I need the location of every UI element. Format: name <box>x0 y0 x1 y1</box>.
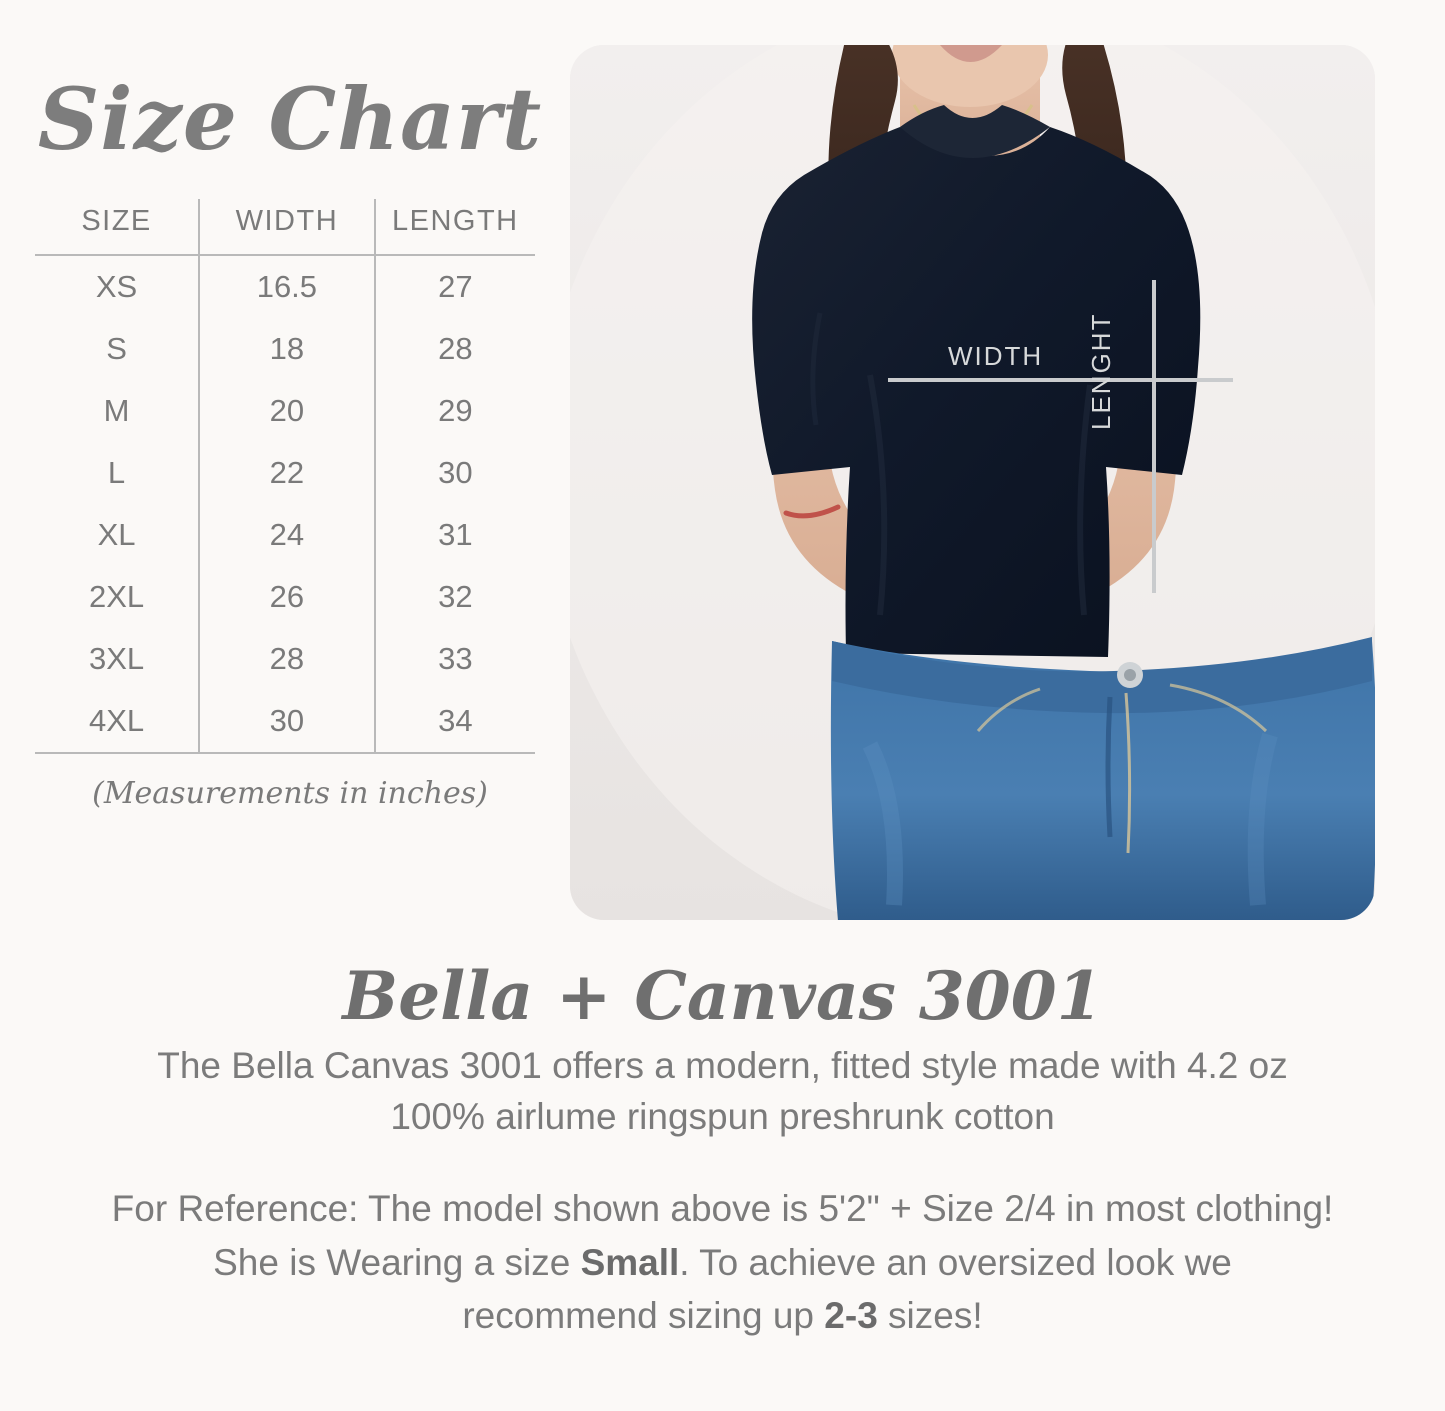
cell-width: 16.5 <box>199 255 375 318</box>
product-description-line1: The Bella Canvas 3001 offers a modern, fitted style made with 4.2 oz <box>157 1045 1288 1087</box>
cell-size: 3XL <box>88 641 145 676</box>
table-row <box>35 380 535 442</box>
page-title: Size Chart <box>37 70 543 170</box>
cell-length: 31 <box>438 517 473 552</box>
reference-line3-pre: recommend sizing up <box>462 1295 825 1337</box>
cell-length: 33 <box>438 641 473 676</box>
reference-size-bold: Small <box>580 1241 680 1283</box>
reference-line2-pre: She is Wearing a size <box>213 1241 581 1283</box>
cell-width: 20 <box>199 380 375 442</box>
product-title: Bella + Canvas 3001 <box>342 957 1103 1035</box>
cell-length: 29 <box>438 393 473 428</box>
width-guide-line <box>888 378 1233 382</box>
cell-size: L <box>107 455 126 490</box>
cell-size: XL <box>97 517 136 552</box>
cell-length: 28 <box>438 331 473 366</box>
reference-line1: For Reference: The model shown above is 5'2" + Size 2/4 in most clothing! <box>111 1187 1334 1229</box>
product-description-line2: 100% airlume ringspun preshrunk cotton <box>390 1095 1055 1137</box>
reference-line3-post: sizes! <box>877 1295 983 1337</box>
cell-size: M <box>103 393 130 428</box>
table-row <box>35 566 535 628</box>
length-guide-line <box>1152 280 1156 593</box>
size-chart-panel <box>0 0 570 940</box>
table-row <box>35 442 535 504</box>
table-row <box>35 628 535 690</box>
cell-length: 27 <box>438 269 473 304</box>
model-photo-illustration <box>570 45 1375 920</box>
cell-size: 2XL <box>88 579 145 614</box>
cell-length: 32 <box>438 579 473 614</box>
cell-length: 34 <box>375 690 535 753</box>
product-description <box>73 1041 1373 1142</box>
column-header-width: WIDTH <box>199 199 375 255</box>
reference-line2 <box>53 1236 1393 1290</box>
reference-line2-post: . To achieve an oversized look we <box>679 1241 1232 1283</box>
cell-width: 28 <box>199 628 375 690</box>
reference-line3 <box>53 1289 1393 1343</box>
table-header-row <box>35 199 535 255</box>
reference-sizeup-bold: 2-3 <box>824 1295 878 1337</box>
model-reference-note <box>53 1182 1393 1343</box>
model-photo <box>570 45 1375 920</box>
column-header-size: SIZE <box>81 205 152 237</box>
cell-width: 26 <box>199 566 375 628</box>
column-header-length: LENGTH <box>392 205 519 237</box>
cell-size: XS <box>95 269 138 304</box>
cell-size: S <box>106 331 127 366</box>
cell-width: 24 <box>199 504 375 566</box>
table-row <box>35 690 535 753</box>
cell-width: 30 <box>199 690 375 753</box>
length-guide-label: LENGHT <box>1086 312 1116 430</box>
cell-size: 4XL <box>35 690 199 753</box>
size-table <box>35 199 535 754</box>
table-row <box>35 504 535 566</box>
table-row <box>35 255 535 318</box>
product-info-section <box>0 940 1445 1343</box>
width-guide-label: WIDTH <box>948 341 1044 371</box>
cell-width: 18 <box>199 318 375 380</box>
table-row <box>35 318 535 380</box>
cell-length: 30 <box>438 455 473 490</box>
cell-width: 22 <box>199 442 375 504</box>
measurement-note: (Measurements in inches) <box>92 776 488 811</box>
